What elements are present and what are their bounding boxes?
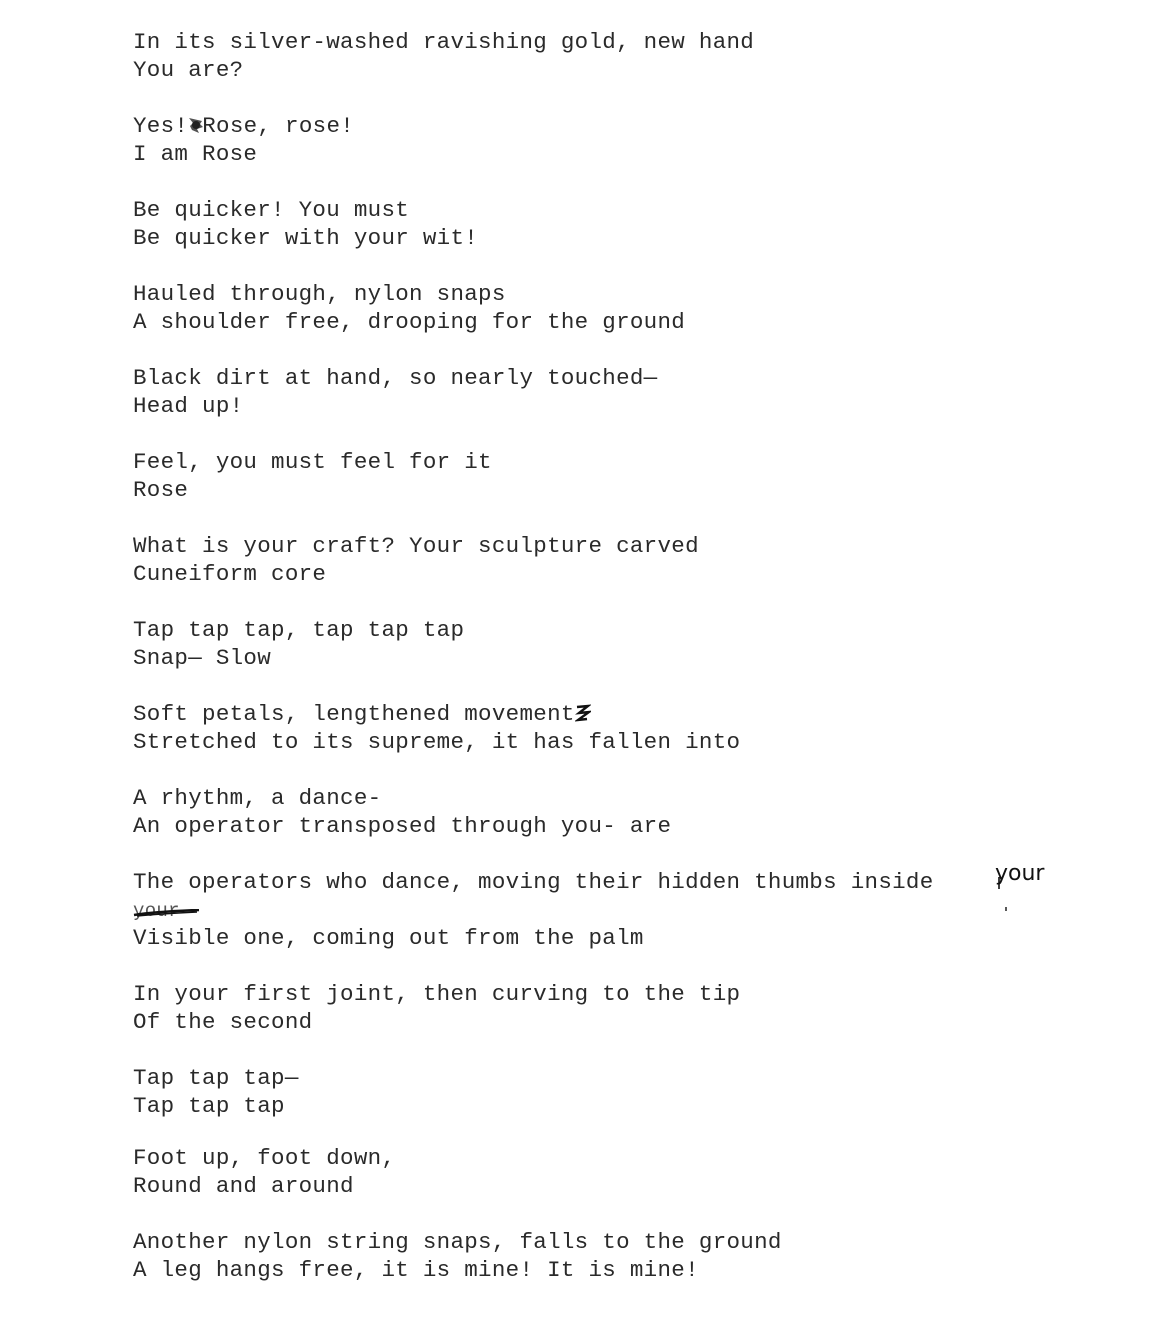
poem-line: An operator transposed through you- are: [133, 813, 672, 839]
stanza-1: [133, 28, 1123, 84]
stanza-13: [133, 1064, 1123, 1120]
poem-line: In your first joint, then curving to the tip: [133, 981, 741, 1007]
poem-line: Head up!: [133, 393, 244, 419]
stanza-15: [133, 1228, 1123, 1284]
poem-line: The operators who dance, moving their hidden thumbs inside: [133, 869, 934, 895]
poem-line: In its silver-washed ravishing gold, new hand: [133, 29, 755, 55]
poem-line: Hauled through, nylon snaps: [133, 281, 506, 307]
poem-line: You are?: [133, 57, 244, 83]
poem-line: Cuneiform core: [133, 561, 327, 587]
poem-line: Stretched to its supreme, it has fallen into: [133, 729, 741, 755]
poem-line-with-blot: [133, 700, 1123, 728]
poem-line: Visible one, coming out from the palm: [133, 925, 644, 951]
poem-line: Tap tap tap, tap tap tap: [133, 617, 465, 643]
poem-line-part: Rose, rose!: [202, 113, 355, 139]
poem-line: A shoulder free, drooping for the ground: [133, 309, 686, 335]
stanza-11: [133, 868, 1123, 952]
stanza-7: [133, 532, 1123, 588]
poem-line-part: Soft petals, lengthened movement: [133, 701, 575, 727]
poem-line: Be quicker with your wit!: [133, 225, 479, 251]
stanza-9: [133, 700, 1123, 756]
poem-line: Be quicker! You must: [133, 197, 410, 223]
poem-line-struck: [133, 896, 1123, 924]
poem-body: [133, 28, 1123, 1312]
ink-blot-mark: [188, 115, 202, 135]
stanza-6: [133, 448, 1123, 504]
poem-line: What is your craft? Your sculpture carved: [133, 533, 699, 559]
insertion-caret-mark: [994, 875, 1010, 915]
poem-line: Round and around: [133, 1173, 354, 1199]
poem-line: Tap tap tap: [133, 1093, 285, 1119]
poem-line: Tap tap tap—: [133, 1065, 299, 1091]
poem-line: Rose: [133, 477, 189, 503]
stanza-2: [133, 112, 1123, 168]
strikethrough-mark: [133, 909, 201, 917]
poem-line: Foot up, foot down,: [133, 1145, 396, 1171]
struck-word-text: your: [133, 900, 180, 922]
poem-line: Another nylon string snaps, falls to the ground: [133, 1229, 782, 1255]
stanza-10: [133, 784, 1123, 840]
poem-line: Snap— Slow: [133, 645, 272, 671]
stanza-8: [133, 616, 1123, 672]
handwritten-insertion: your: [995, 861, 1045, 886]
stanza-4: [133, 280, 1123, 336]
poem-line: A rhythm, a dance-: [133, 785, 382, 811]
stanza-3: [133, 196, 1123, 252]
poem-line: I am Rose: [133, 141, 258, 167]
stanza-5: [133, 364, 1123, 420]
poem-line: Of the second: [133, 1009, 313, 1035]
poem-line-part: Yes!: [133, 113, 189, 139]
poem-line: Black dirt at hand, so nearly touched—: [133, 365, 658, 391]
poem-line-with-blot: [133, 112, 1123, 140]
poem-line: A leg hangs free, it is mine! It is mine!: [133, 1257, 699, 1283]
poem-line: Feel, you must feel for it: [133, 449, 492, 475]
stanza-12: [133, 980, 1123, 1036]
struck-word: [133, 897, 180, 925]
ink-scribble-mark: [575, 703, 589, 723]
stanza-14: [133, 1144, 1123, 1200]
